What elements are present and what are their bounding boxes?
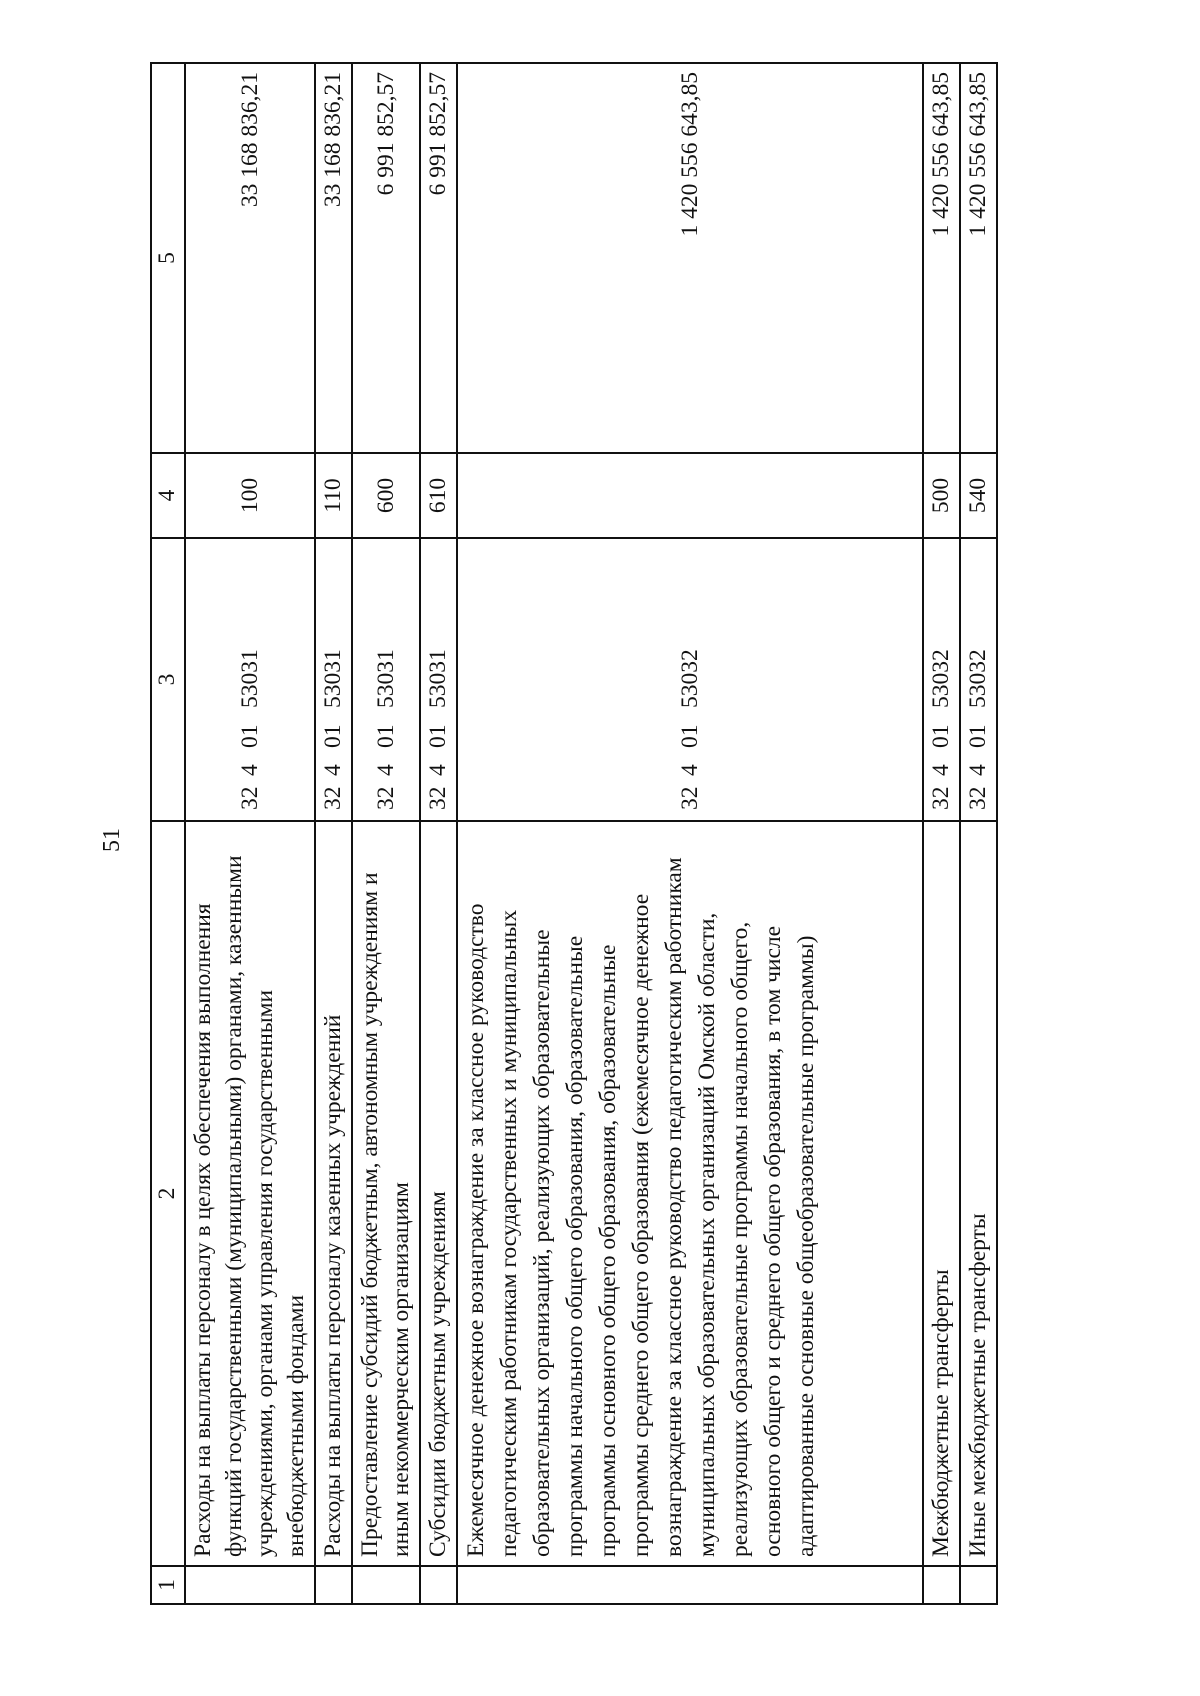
- amount-cell: 6 991 852,57: [420, 63, 457, 453]
- amount-cell: 1 420 556 643,85: [457, 63, 923, 453]
- table-row: [960, 63, 997, 1604]
- expense-type-cell: [457, 453, 923, 538]
- description-cell: Расходы на выплаты персоналу в целях обеспечения выполнения функций государственными (муниципальными) органами, казенными учреждениями, органами управления государственными внебюджетными фондами: [185, 821, 315, 1566]
- code-main-event: 01: [965, 724, 991, 748]
- budget-table: [150, 62, 998, 1605]
- description-cell: Предоставление субсидий бюджетным, автономным учреждениям и иным некоммерческим организациям: [352, 821, 420, 1566]
- code-direction: 53031: [320, 649, 346, 708]
- code-program: 32: [372, 786, 399, 810]
- table-row: [352, 63, 420, 1604]
- code-direction: 53032: [965, 649, 991, 708]
- amount-cell: 1 420 556 643,85: [923, 63, 960, 453]
- row-number-cell: [185, 1566, 315, 1604]
- code-subprogram: 4: [425, 764, 451, 776]
- page-number: 51: [99, 828, 125, 852]
- description-cell: Межбюджетные трансферты: [923, 821, 960, 1566]
- rotated-page-content: [150, 65, 998, 1605]
- expense-type-cell: 600: [352, 453, 420, 538]
- amount-cell: 6 991 852,57: [352, 63, 420, 453]
- header-col-4: 4: [151, 453, 185, 538]
- code-subprogram: 4: [928, 764, 954, 776]
- code-direction: 53031: [236, 649, 263, 708]
- header-col-3: 3: [151, 538, 185, 821]
- description-cell: Расходы на выплаты персоналу казенных учреждений: [315, 821, 352, 1566]
- code-cell: [420, 538, 457, 821]
- code-program: 32: [320, 786, 346, 810]
- table-row: [420, 63, 457, 1604]
- code-main-event: 01: [236, 724, 263, 748]
- code-subprogram: 4: [965, 764, 991, 776]
- code-cell: [352, 538, 420, 821]
- row-number-cell: [457, 1566, 923, 1604]
- description-cell: Иные межбюджетные трансферты: [960, 821, 997, 1566]
- code-cell: [923, 538, 960, 821]
- code-direction: 53032: [928, 649, 954, 708]
- code-program: 32: [965, 786, 991, 810]
- code-direction: 53031: [425, 649, 451, 708]
- row-number-cell: [315, 1566, 352, 1604]
- header-col-2: 2: [151, 821, 185, 1566]
- description-cell: Субсидии бюджетным учреждениям: [420, 821, 457, 1566]
- expense-type-cell: 100: [185, 453, 315, 538]
- amount-cell: 1 420 556 643,85: [960, 63, 997, 453]
- table-row: [923, 63, 960, 1604]
- code-program: 32: [425, 786, 451, 810]
- code-program: 32: [928, 786, 954, 810]
- amount-cell: 33 168 836,21: [185, 63, 315, 453]
- header-col-1: 1: [151, 1566, 185, 1604]
- description-cell: Ежемесячное денежное вознаграждение за классное руководство педагогическим работникам государственных и муниципальных образовательных организаций, реализующих образовательные программы начального общего образования, образовательные программы основного общего образования, образовательные программы среднего общего образования (ежемесячное денежное вознаграждение за классное руководство педагогическим работникам муниципальных образовательных организаций Омской области, реализующих образовательные программы начального общего, основного общего и среднего общего образования, в том числе адаптированные основные общеобразовательные программы): [457, 821, 923, 1566]
- code-cell: [960, 538, 997, 821]
- table-header-row: [151, 63, 185, 1604]
- expense-type-cell: 540: [960, 453, 997, 538]
- row-number-cell: [352, 1566, 420, 1604]
- code-subprogram: 4: [236, 764, 263, 776]
- code-main-event: 01: [372, 724, 399, 748]
- table-row: [457, 63, 923, 1604]
- code-cell: [185, 538, 315, 821]
- code-subprogram: 4: [676, 764, 703, 776]
- code-main-event: 01: [928, 724, 954, 748]
- code-main-event: 01: [320, 724, 346, 748]
- row-number-cell: [420, 1566, 457, 1604]
- code-cell: [315, 538, 352, 821]
- header-col-5: 5: [151, 63, 185, 453]
- table-row: [315, 63, 352, 1604]
- code-main-event: 01: [425, 724, 451, 748]
- row-number-cell: [960, 1566, 997, 1604]
- amount-cell: 33 168 836,21: [315, 63, 352, 453]
- code-subprogram: 4: [320, 764, 346, 776]
- expense-type-cell: 500: [923, 453, 960, 538]
- code-main-event: 01: [676, 724, 703, 748]
- code-program: 32: [236, 786, 263, 810]
- code-direction: 53031: [372, 649, 399, 708]
- code-cell: [457, 538, 923, 821]
- expense-type-cell: 110: [315, 453, 352, 538]
- table-row: [185, 63, 315, 1604]
- expense-type-cell: 610: [420, 453, 457, 538]
- code-program: 32: [676, 786, 703, 810]
- code-direction: 53032: [676, 649, 703, 708]
- code-subprogram: 4: [372, 764, 399, 776]
- row-number-cell: [923, 1566, 960, 1604]
